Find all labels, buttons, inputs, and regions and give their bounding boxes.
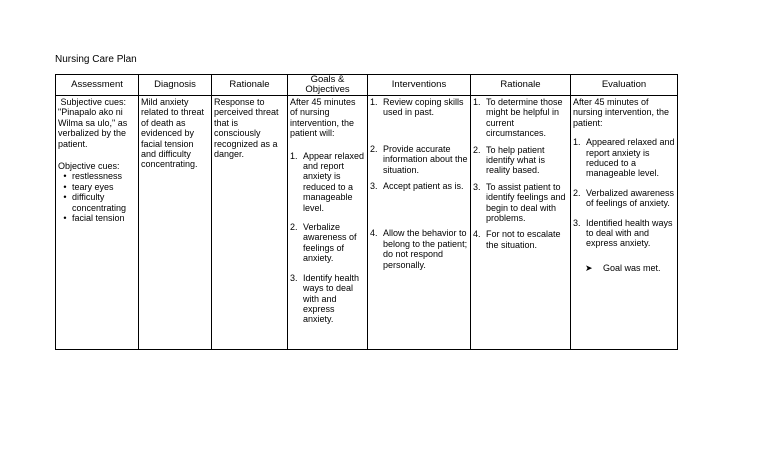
- goals-intro: After 45 minutes of nursing intervention, the patient will:: [290, 97, 356, 139]
- list-item: 1. To determine those might be helpful in current circumstances.: [473, 97, 568, 139]
- header-rationale-2: Rationale: [471, 75, 571, 96]
- rationale-item-text: To assist patient to identify feelings and begin to deal with problems.: [486, 181, 566, 224]
- assessment-cell: [56, 96, 139, 350]
- subjective-cue: "Pinapalo ako ni Wilma sa ulo," as verbalized by the patient.: [58, 107, 128, 149]
- header-diagnosis: Diagnosis: [139, 75, 212, 96]
- document-title: Nursing Care Plan: [55, 54, 137, 65]
- rationale-item-text: For not to escalate the situation.: [486, 229, 561, 250]
- list-item: 3. Accept patient as is.: [370, 181, 468, 191]
- objective-cue: difficulty concentrating: [72, 192, 127, 213]
- header-assessment: Assessment: [56, 75, 139, 96]
- rationale-cell: [212, 96, 288, 350]
- subjective-label: Subjective cues:: [58, 97, 127, 107]
- objective-cue: teary eyes: [72, 181, 114, 192]
- list-item: 4. Allow the behavior to belong to the patient; do not respond personally.: [370, 228, 468, 270]
- objective-label: Objective cues:: [58, 161, 120, 172]
- list-item: • restlessness: [58, 171, 136, 181]
- evaluation-text: Identified health ways to deal with and express anxiety.: [586, 217, 673, 249]
- list-item: • difficulty concentrating: [58, 192, 136, 213]
- evaluation-intro: After 45 minutes of nursing intervention, the patient:: [573, 97, 670, 128]
- interventions-cell: [368, 96, 471, 350]
- evaluation-text: Verbalized awareness of feelings of anxiety.: [586, 187, 675, 209]
- content-row: [56, 96, 678, 350]
- header-rationale: Rationale: [212, 75, 288, 96]
- list-item: 1. Appeared relaxed and report anxiety is reduced to a manageable level.: [573, 137, 675, 179]
- evaluation-cell: [571, 96, 678, 350]
- goals-cell: [288, 96, 368, 350]
- objective-cue: restlessness: [72, 171, 123, 182]
- list-item: 3. Identified health ways to deal with and express anxiety.: [573, 218, 675, 249]
- header-goals-objectives: Goals & Objectives: [288, 75, 368, 96]
- objective-cue: facial tension: [72, 213, 125, 224]
- intervention-text: Allow the behavior to belong to the patient; do not respond personally.: [383, 228, 468, 270]
- goal-text: Identify health ways to deal with and express anxiety.: [303, 272, 360, 325]
- list-item: • facial tension: [58, 213, 136, 223]
- rationale-item-text: To help patient identify what is reality based.: [486, 144, 546, 176]
- diagnosis-text: Mild anxiety related to threat of death as evidenced by facial tension and difficulty concentrating.: [141, 97, 205, 170]
- rationale-item-text: To determine those might be helpful in current circumstances.: [486, 97, 563, 139]
- goal-text: Verbalize awareness of feelings of anxiety.: [303, 222, 357, 264]
- result-text: Goal was met.: [603, 262, 661, 273]
- intervention-text: Review coping skills used in past.: [383, 97, 464, 118]
- intervention-text: Provide accurate information about the situation.: [383, 143, 468, 175]
- diagnosis-cell: [139, 96, 212, 350]
- rationale-text: Response to perceived threat that is consciously recognized as a danger.: [214, 97, 279, 160]
- list-item: 2. Provide accurate information about the situation.: [370, 143, 468, 175]
- goal-text: Appear relaxed and report anxiety is reduced to a manageable level.: [303, 150, 365, 213]
- nursing-care-plan-table: [55, 74, 678, 350]
- header-evaluation: Evaluation: [571, 75, 678, 96]
- list-item: 1. Appear relaxed and report anxiety is reduced to a manageable level.: [290, 150, 365, 213]
- list-item: 2. Verbalize awareness of feelings of anxiety.: [290, 222, 365, 264]
- evaluation-text: Appeared relaxed and report anxiety is reduced to a manageable level.: [586, 137, 675, 179]
- list-item: 2. To help patient identify what is reality based.: [473, 145, 568, 176]
- header-row: [56, 75, 678, 96]
- list-item: 1. Review coping skills used in past.: [370, 97, 468, 118]
- arrow-bullet-icon: ➤: [585, 262, 593, 273]
- header-interventions: Interventions: [368, 75, 471, 96]
- list-item: 2. Verbalized awareness of feelings of anxiety.: [573, 187, 675, 209]
- list-item: 4. For not to escalate the situation.: [473, 229, 568, 250]
- list-item: • teary eyes: [58, 182, 136, 192]
- list-item: 3. To assist patient to identify feelings and begin to deal with problems.: [473, 182, 568, 224]
- rationale-2-cell: [471, 96, 571, 350]
- evaluation-result: [585, 263, 675, 273]
- intervention-text: Accept patient as is.: [383, 181, 464, 192]
- list-item: 3. Identify health ways to deal with and express anxiety.: [290, 273, 365, 325]
